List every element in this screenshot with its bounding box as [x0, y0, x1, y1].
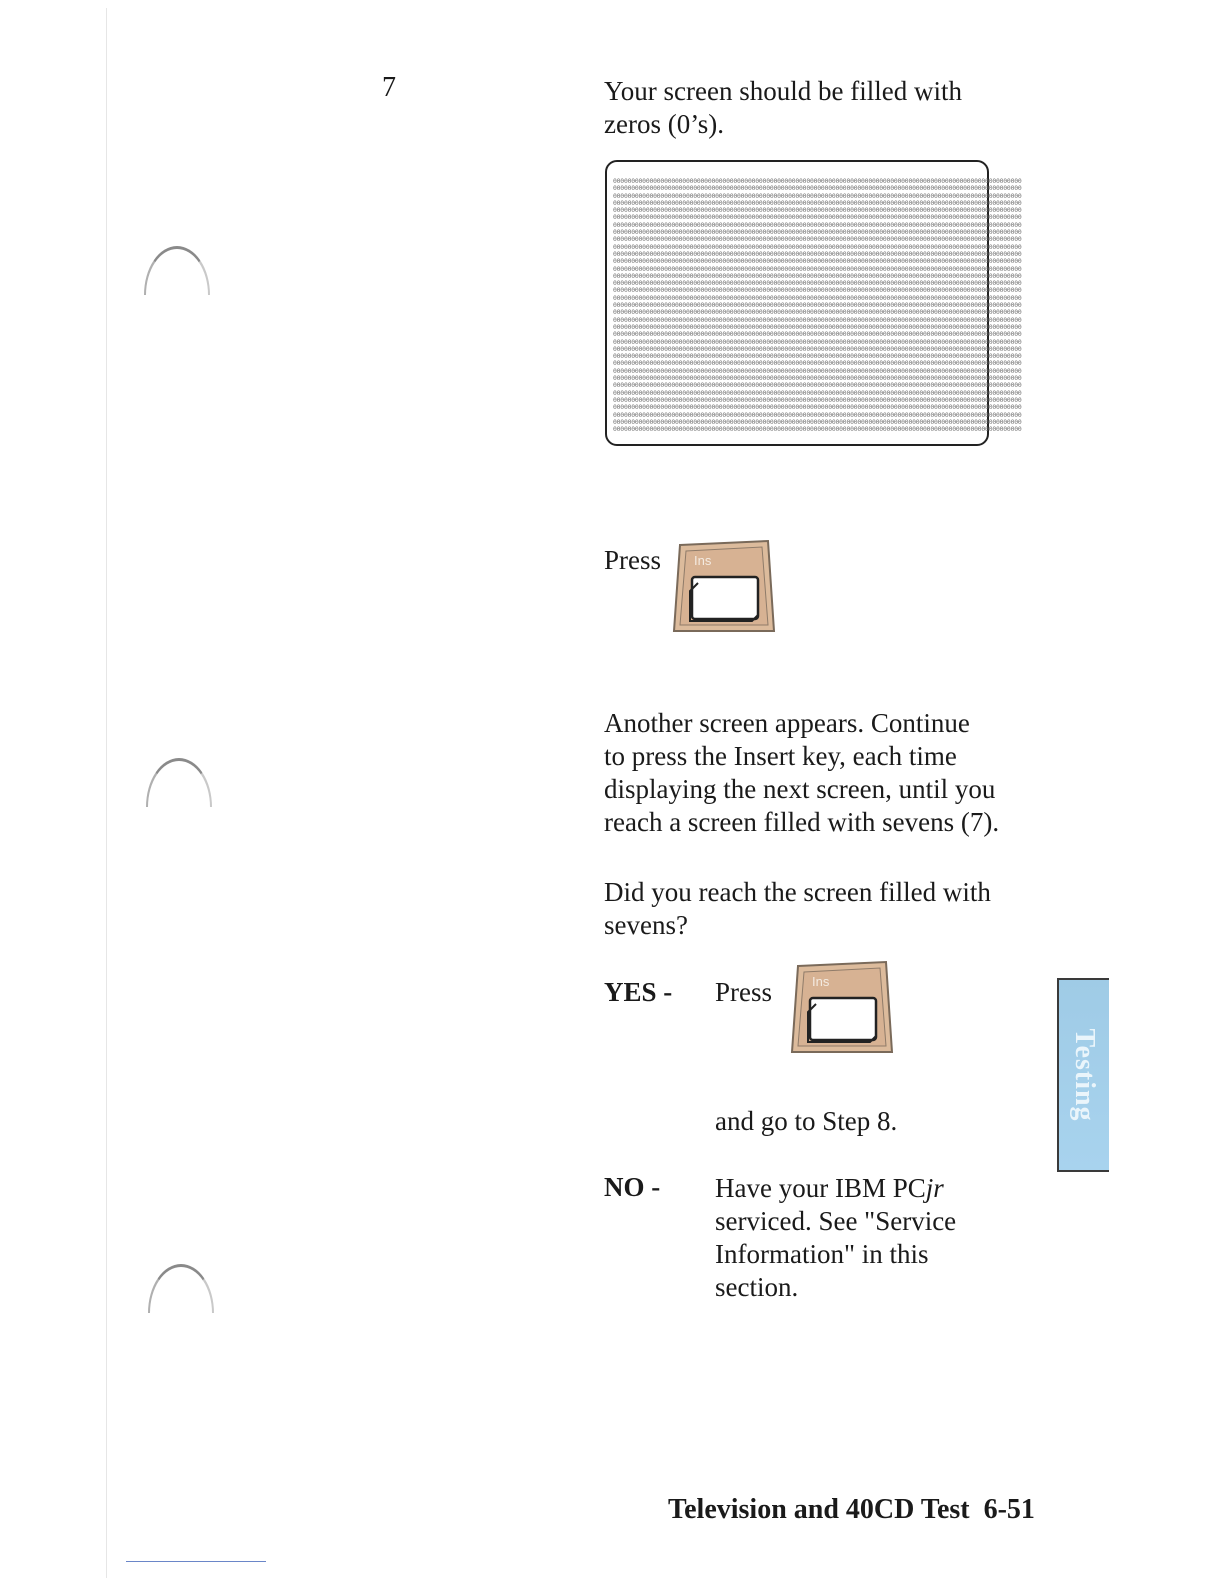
continue-instructions [604, 707, 999, 839]
no-instructions [715, 1172, 956, 1304]
question-line-2: sevens? [604, 910, 688, 940]
press-label-1: Press [604, 545, 662, 575]
no-line-1 [715, 1173, 944, 1203]
no-label: NO - [604, 1172, 661, 1202]
continue-line-3: displaying the next screen, until you [604, 774, 996, 804]
go-to-step-8-text: and go to Step 8. [715, 1106, 898, 1136]
footer-page-number: 6-51 [983, 1494, 1035, 1525]
insert-key-icon [672, 537, 776, 635]
no-line-2: serviced. See "Service [715, 1206, 957, 1236]
binding-margin-rule [106, 8, 107, 1578]
step-number: 7 [382, 72, 396, 103]
binder-hole-top [144, 246, 210, 295]
insert-key-label: Ins [694, 553, 712, 568]
yes-label: YES - [604, 977, 673, 1007]
continue-line-1: Another screen appears. Continue [604, 708, 970, 738]
no-line-4: section. [715, 1272, 799, 1302]
section-tab-label: Testing [1069, 1028, 1100, 1122]
continue-line-2: to press the Insert key, each time [604, 741, 957, 771]
section-tab-testing [1057, 978, 1109, 1172]
question-text [604, 876, 991, 942]
no-line-3: Information" in this [715, 1239, 929, 1269]
intro-line-1: Your screen should be filled with [604, 76, 962, 106]
binder-hole-middle [146, 758, 212, 807]
intro-text [604, 75, 962, 141]
screen-filled-with-zeros-illustration [605, 160, 1022, 446]
screen-zero-pattern: 0000000000000000000000000000000000000000000000000000000000000000000000000000000000000000000000000000000000000000 0000000000000000000000000000000000000000000000000000000000000000000000000000000000000000000000000000000000000000 0000000000000000000000000000000000000000000000000000000000000000000000000000000000000000000000000000000000000000 0000000000000000000000000000000000000000000000000000000000000000000000000000000000000000000000000000000000000000 0000000000000000000000000000000000000000000000000000000000000000000000000000000000000000000000000000000000000000 0000000000000000000000000000000000000000000000000000000000000000000000000000000000000000000000000000000000000000 0000000000000000000000000000000000000000000000000000000000000000000000000000000000000000000000000000000000000000 0000000000000000000000000000000000000000000000000000000000000000000000000000000000000000000000000000000000000000 0000000000000000000000000000000000000000000000000000000000000000000000000000000000000000000000000000000000000000 0000000000000000000000000000000000000000000000000000000000000000000000000000000000000000000000000000000000000000 0000000000000000000000000000000000000000000000000000000000000000000000000000000000000000000000000000000000000000 0000000000000000000000000000000000000000000000000000000000000000000000000000000000000000000000000000000000000000 0000000000000000000000000000000000000000000000000000000000000000000000000000000000000000000000000000000000000000 0000000000000000000000000000000000000000000000000000000000000000000000000000000000000000000000000000000000000000 0000000000000000000000000000000000000000000000000000000000000000000000000000000000000000000000000000000000000000 0000000000000000000000000000000000000000000000000000000000000000000000000000000000000000000000000000000000000000 0000000000000000000000000000000000000000000000000000000000000000000000000000000000000000000000000000000000000000 0000000000000000000000000000000000000000000000000000000000000000000000000000000000000000000000000000000000000000 0000000000000000000000000000000000000000000000000000000000000000000000000000000000000000000000000000000000000000 0000000000000000000000000000000000000000000000000000000000000000000000000000000000000000000000000000000000000000 0000000000000000000000000000000000000000000000000000000000000000000000000000000000000000000000000000000000000000 0000000000000000000000000000000000000000000000000000000000000000000000000000000000000000000000000000000000000000 0000000000000000000000000000000000000000000000000000000000000000000000000000000000000000000000000000000000000000 0000000000000000000000000000000000000000000000000000000000000000000000000000000000000000000000000000000000000000 0000000000000000000000000000000000000000000000000000000000000000000000000000000000000000000000000000000000000000 0000000000000000000000000000000000000000000000000000000000000000000000000000000000000000000000000000000000000000 0000000000000000000000000000000000000000000000000000000000000000000000000000000000000000000000000000000000000000 0000000000000000000000000000000000000000000000000000000000000000000000000000000000000000000000000000000000000000 0000000000000000000000000000000000000000000000000000000000000000000000000000000000000000000000000000000000000000 0000000000000000000000000000000000000000000000000000000000000000000000000000000000000000000000000000000000000000 0000000000000000000000000000000000000000000000000000000000000000000000000000000000000000000000000000000000000000 0000000000000000000000000000000000000000000000000000000000000000000000000000000000000000000000000000000000000000 0000000000000000000000000000000000000000000000000000000000000000000000000000000000000000000000000000000000000000 0000000000000000000000000000000000000000000000000000000000000000000000000000000000000000000000000000000000000000 0000000000000000000000000000000000000000000000000000000000000000000000000000000000000000000000000000000000000000 [613, 177, 1022, 434]
binder-hole-bottom [148, 1264, 214, 1313]
page-footer [668, 1494, 1035, 1526]
no-line-1-italic: jr [925, 1173, 944, 1203]
intro-line-2: zeros (0’s). [604, 109, 724, 139]
continue-line-4: reach a screen filled with sevens (7). [604, 807, 1000, 837]
bottom-footnote-rule [126, 1561, 266, 1562]
press-label-2: Press [715, 977, 773, 1007]
question-line-1: Did you reach the screen filled with [604, 877, 991, 907]
no-line-1-prefix: Have your IBM PC [715, 1173, 926, 1203]
footer-title: Television and 40CD Test [668, 1494, 970, 1525]
insert-key-icon-yes [790, 958, 894, 1056]
insert-key-label-yes: Ins [812, 974, 830, 989]
